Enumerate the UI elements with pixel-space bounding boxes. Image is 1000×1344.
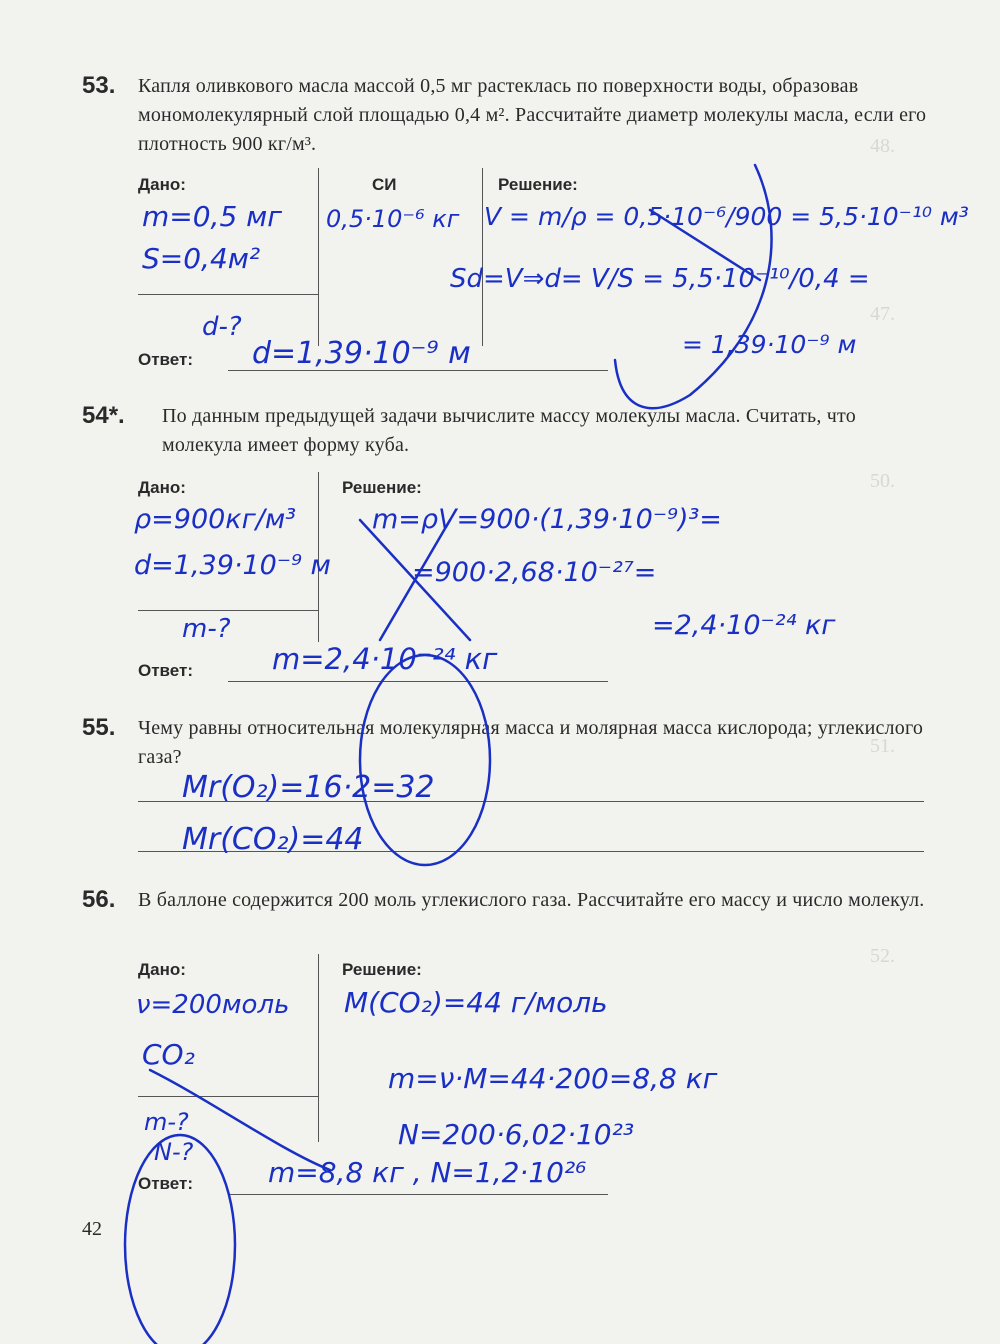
task-53 (82, 72, 969, 382)
bleed-through: 48. (870, 135, 895, 157)
bleed-through: 47. (870, 303, 895, 325)
solution-label: Решение: (342, 960, 422, 979)
answer-label: Ответ: (138, 661, 193, 680)
answer-line (228, 1194, 608, 1195)
bleed-through: 50. (870, 470, 895, 492)
given-hw-2: d=1,39·10⁻⁹ м (134, 550, 331, 581)
task-number: 55. (82, 714, 116, 741)
divider (138, 610, 318, 611)
answer-line (228, 681, 608, 682)
task-number: 54*. (82, 402, 125, 429)
given-hw-1: m=0,5 мг (142, 200, 282, 233)
divider (482, 168, 483, 346)
task-56 (82, 886, 927, 1206)
hw-line-1: Mr(O₂)=16·2=32 (182, 770, 435, 805)
task-text: Чему равны относительная молекулярная масса и молярная масса кислорода; углекислого газа? (138, 717, 924, 768)
given-label: Дано: (138, 960, 186, 979)
given-hw-3: d-? (202, 312, 242, 342)
given-hw-4: N-? (154, 1138, 194, 1166)
given-hw-1: ν=200моль (136, 990, 290, 1020)
divider (318, 954, 319, 1142)
task-text: В баллоне содержится 200 моль углекислого газа. Рассчитайте его массу и число молекул. (138, 889, 925, 911)
task-number: 56. (82, 886, 116, 913)
answer-hw: m=8,8 кг , N=1,2·10²⁶ (268, 1156, 587, 1189)
given-label: Дано: (138, 175, 186, 194)
si-label: СИ (372, 175, 397, 194)
given-hw-3: m-? (182, 614, 231, 644)
page-number: 42 (82, 1218, 102, 1240)
answer-label: Ответ: (138, 1174, 193, 1193)
solution-hw-2: =900·2,68·10⁻²⁷= (412, 557, 657, 588)
given-hw-1: ρ=900кг/м³ (134, 504, 297, 535)
solution-hw-1: V = m/ρ = 0,5·10⁻⁶/900 = 5,5·10⁻¹⁰ м³ (484, 202, 969, 231)
solution-hw-1: m=ρV=900·(1,39·10⁻⁹)³= (372, 504, 722, 535)
given-hw-2: S=0,4м² (142, 242, 261, 275)
solution-label: Решение: (342, 478, 422, 497)
solution-hw-3: N=200·6,02·10²³ (398, 1118, 635, 1151)
solution-hw-1: M(CO₂)=44 г/моль (344, 986, 608, 1019)
solution-hw-3: =2,4·10⁻²⁴ кг (652, 610, 836, 641)
given-hw-3: m-? (144, 1108, 189, 1136)
bleed-through: 51. (870, 735, 895, 757)
solution-hw-2: Sd=V⇒d= V/S = 5,5·10⁻¹⁰/0,4 = (450, 264, 870, 294)
answer-hw: m=2,4·10⁻²⁴ кг (272, 642, 498, 676)
solution-hw-2: m=ν·M=44·200=8,8 кг (388, 1062, 718, 1095)
solution-label: Решение: (498, 175, 578, 194)
given-label: Дано: (138, 478, 186, 497)
answer-label: Ответ: (138, 350, 193, 369)
task-number: 53. (82, 72, 116, 99)
given-hw-2: CO₂ (142, 1038, 195, 1071)
divider (318, 168, 319, 346)
bleed-through: 52. (870, 945, 895, 967)
hw-line-2: Mr(CO₂)=44 (182, 822, 364, 857)
task-55 (82, 714, 927, 864)
task-text: Капля оливкового масла массой 0,5 мг растеклась по поверхности воды, образовав мономолекулярный слой площадью 0,4 м². Рассчитайте диаметр молекулы масла, если его плотность 900 кг/м³. (138, 75, 927, 155)
si-hw: 0,5·10⁻⁶ кг (326, 205, 460, 233)
solution-hw-3: = 1,39·10⁻⁹ м (682, 330, 857, 359)
divider (138, 294, 318, 295)
task-54 (82, 402, 927, 697)
divider (138, 1096, 318, 1097)
task-text: По данным предыдущей задачи вычислите массу молекулы масла. Считать, что молекула имеет форму куба. (162, 405, 856, 456)
answer-hw: d=1,39·10⁻⁹ м (252, 336, 471, 371)
